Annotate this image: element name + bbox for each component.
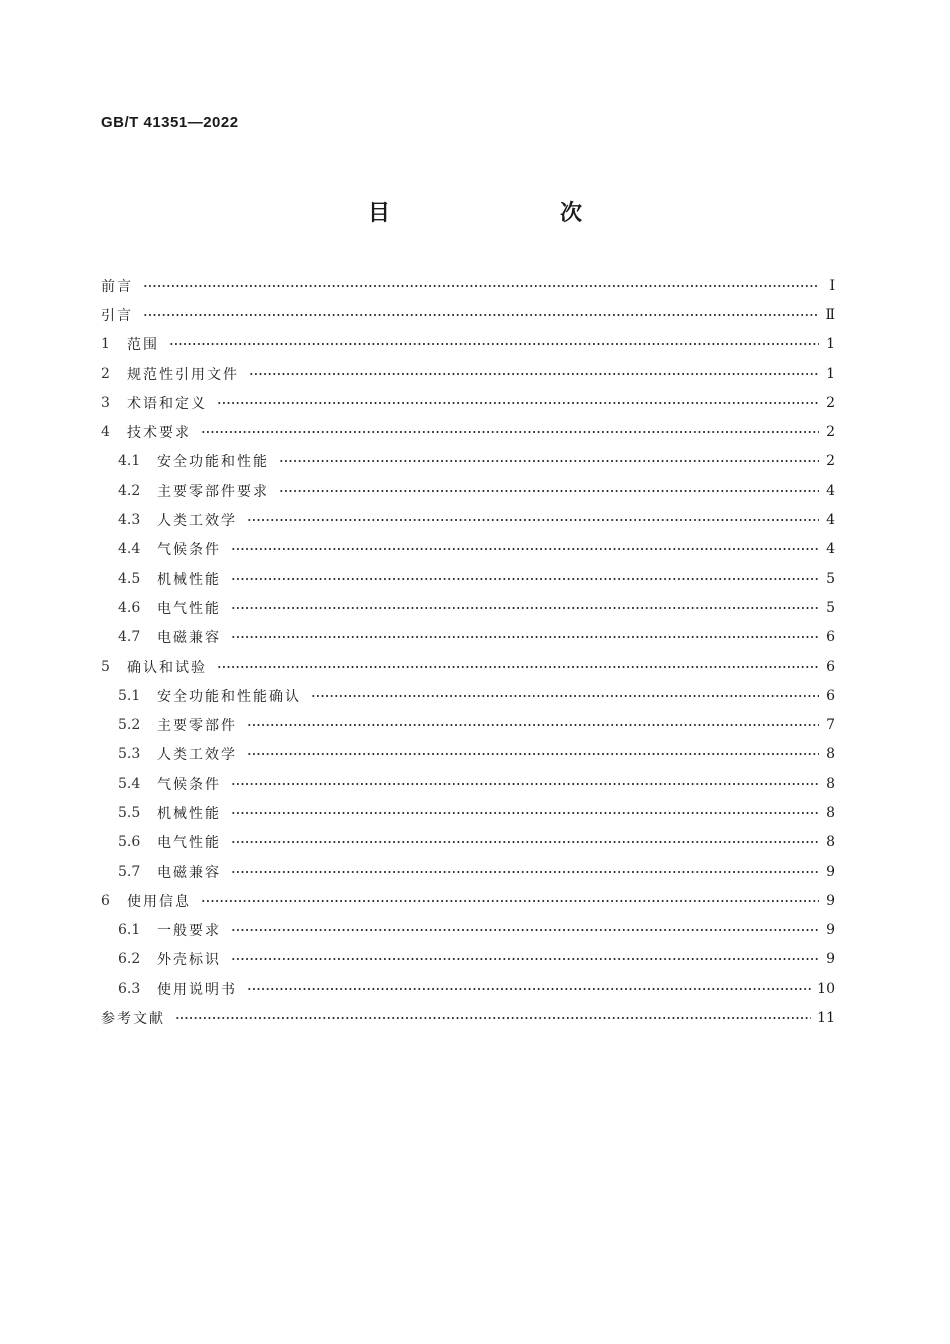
toc-entry[interactable]: [101, 564, 835, 593]
toc-entry[interactable]: [101, 798, 835, 827]
toc-entry[interactable]: [101, 1003, 835, 1032]
toc-entry[interactable]: [101, 447, 835, 476]
toc-entry-page-number: 9: [826, 863, 835, 880]
toc-entry[interactable]: [101, 974, 835, 1003]
toc-entry[interactable]: [101, 535, 835, 564]
dot-leader: [231, 783, 819, 785]
toc-entry-label: 确认和试验: [127, 659, 207, 676]
toc-entry[interactable]: [101, 652, 835, 681]
toc-entry-page-number: 9: [826, 892, 835, 909]
toc-entry-page-number: 6: [826, 629, 835, 646]
dot-leader: [217, 666, 819, 668]
toc-entry[interactable]: [101, 417, 835, 446]
toc-entry-page-number: 10: [817, 980, 835, 997]
toc-entry-page-number: 8: [826, 746, 835, 763]
toc-entry-label: 使用信息: [127, 893, 191, 910]
dot-leader: [247, 988, 811, 990]
toc-entry[interactable]: [101, 505, 835, 534]
toc-entry-number: 5.1: [118, 687, 141, 704]
toc-entry-label: 范围: [127, 337, 159, 354]
toc-entry-page-number: 7: [826, 717, 835, 734]
toc-entry-number: 4.1: [118, 453, 141, 470]
dot-leader: [249, 373, 819, 375]
dot-leader: [311, 695, 819, 697]
toc-entry-number: 6.3: [118, 980, 141, 997]
toc-entry-label: 术语和定义: [127, 395, 207, 412]
toc-entry-page-number: 6: [826, 658, 835, 675]
dot-leader: [231, 841, 819, 843]
toc-entry-number: 2: [101, 365, 110, 382]
toc-entry-page-number: 1: [826, 336, 835, 353]
toc-entry[interactable]: [101, 886, 835, 915]
dot-leader: [201, 900, 819, 902]
toc-entry-number: 4.6: [118, 599, 141, 616]
toc-entry-label: 机械性能: [157, 805, 221, 822]
toc-entry[interactable]: [101, 710, 835, 739]
toc-entry-page-number: Ⅱ: [825, 306, 835, 323]
dot-leader: [279, 490, 819, 492]
toc-entry-label: 电磁兼容: [157, 864, 221, 881]
dot-leader: [201, 431, 819, 433]
dot-leader: [143, 314, 819, 316]
toc-entry-label: 规范性引用文件: [127, 366, 239, 383]
dot-leader: [231, 958, 819, 960]
toc-entry-page-number: 8: [826, 834, 835, 851]
dot-leader: [231, 607, 819, 609]
toc-entry[interactable]: [101, 623, 835, 652]
toc-entry[interactable]: [101, 359, 835, 388]
toc-entry-label: 技术要求: [127, 425, 191, 442]
toc-entry-number: 5.7: [118, 863, 141, 880]
toc-entry-page-number: 4: [826, 512, 835, 529]
toc-entry-number: 4.5: [118, 570, 141, 587]
dot-leader: [143, 285, 819, 287]
dot-leader: [231, 548, 819, 550]
dot-leader: [247, 724, 819, 726]
toc-entry[interactable]: [101, 828, 835, 857]
toc-entry-label: 安全功能和性能: [157, 454, 269, 471]
toc-entry[interactable]: [101, 593, 835, 622]
toc-entry-label: 电磁兼容: [157, 630, 221, 647]
toc-entry-label: 人类工效学: [157, 513, 237, 530]
toc-entry[interactable]: [101, 740, 835, 769]
toc-entry-number: 5.2: [118, 717, 141, 734]
toc-entry-label: 气候条件: [157, 542, 221, 559]
toc-entry[interactable]: [101, 388, 835, 417]
toc-entry-number: 6.1: [118, 922, 141, 939]
toc-entry-label: 人类工效学: [157, 747, 237, 764]
toc-entry-page-number: 5: [826, 570, 835, 587]
toc-entry-number: 5: [101, 658, 110, 675]
toc-entry-label: 前言: [101, 278, 133, 295]
toc-entry-page-number: 2: [826, 453, 835, 470]
toc-entry-page-number: 4: [826, 541, 835, 558]
toc-entry[interactable]: [101, 476, 835, 505]
toc-entry-number: 5.3: [118, 746, 141, 763]
dot-leader: [279, 460, 819, 462]
toc-entry[interactable]: [101, 681, 835, 710]
toc-entry-page-number: 2: [826, 394, 835, 411]
toc-entry-page-number: 11: [817, 1010, 835, 1027]
toc-entry-number: 6.2: [118, 951, 141, 968]
toc-entry-number: 4.3: [118, 512, 141, 529]
toc-entry-label: 外壳标识: [157, 952, 221, 969]
toc-entry-number: 3: [101, 394, 110, 411]
toc-entry-number: 4.7: [118, 629, 141, 646]
toc-entry-label: 使用说明书: [157, 981, 237, 998]
standard-code: GB/T 41351—2022: [101, 114, 239, 131]
toc-entry-page-number: 9: [826, 922, 835, 939]
toc-entry[interactable]: [101, 330, 835, 359]
toc-entry[interactable]: [101, 300, 835, 329]
toc-entry-page-number: 2: [826, 424, 835, 441]
toc-entry-label: 引言: [101, 307, 133, 324]
toc-entry-page-number: 8: [826, 775, 835, 792]
toc-entry-page-number: 6: [826, 687, 835, 704]
toc-entry-number: 6: [101, 892, 110, 909]
toc-entry-number: 5.6: [118, 834, 141, 851]
toc-entry-number: 5.5: [118, 804, 141, 821]
dot-leader: [231, 812, 819, 814]
toc-entry-page-number: 9: [826, 951, 835, 968]
dot-leader: [247, 519, 819, 521]
toc-entry-number: 1: [101, 336, 110, 353]
toc-entry-page-number: 1: [826, 365, 835, 382]
page-title: 目 次: [367, 201, 624, 226]
dot-leader: [231, 871, 819, 873]
dot-leader: [217, 402, 819, 404]
toc-entry-label: 参考文献: [101, 1011, 165, 1028]
toc-entry[interactable]: [101, 769, 835, 798]
dot-leader: [231, 578, 819, 580]
toc-entry-label: 一般要求: [157, 923, 221, 940]
dot-leader: [175, 1017, 811, 1019]
dot-leader: [231, 636, 819, 638]
dot-leader: [247, 753, 819, 755]
toc-entry-label: 电气性能: [157, 835, 221, 852]
toc-entry-label: 安全功能和性能确认: [157, 688, 301, 705]
toc-entry-label: 主要零部件要求: [157, 483, 269, 500]
toc-entry-label: 电气性能: [157, 600, 221, 617]
toc-entry-number: 4.4: [118, 541, 141, 558]
toc-entry-page-number: Ⅰ: [829, 277, 835, 294]
toc-entry-number: 5.4: [118, 775, 141, 792]
toc-entry-label: 主要零部件: [157, 718, 237, 735]
toc-entry-number: 4: [101, 424, 110, 441]
toc-entry[interactable]: [101, 271, 835, 300]
toc-entry[interactable]: [101, 945, 835, 974]
toc-entry[interactable]: [101, 857, 835, 886]
toc-entry-label: 气候条件: [157, 776, 221, 793]
dot-leader: [231, 929, 819, 931]
toc-entry[interactable]: [101, 916, 835, 945]
table-of-contents: [101, 271, 835, 1033]
toc-entry-page-number: 8: [826, 804, 835, 821]
toc-entry-label: 机械性能: [157, 571, 221, 588]
toc-entry-number: 4.2: [118, 482, 141, 499]
dot-leader: [169, 343, 819, 345]
toc-entry-page-number: 4: [826, 482, 835, 499]
toc-entry-page-number: 5: [826, 599, 835, 616]
